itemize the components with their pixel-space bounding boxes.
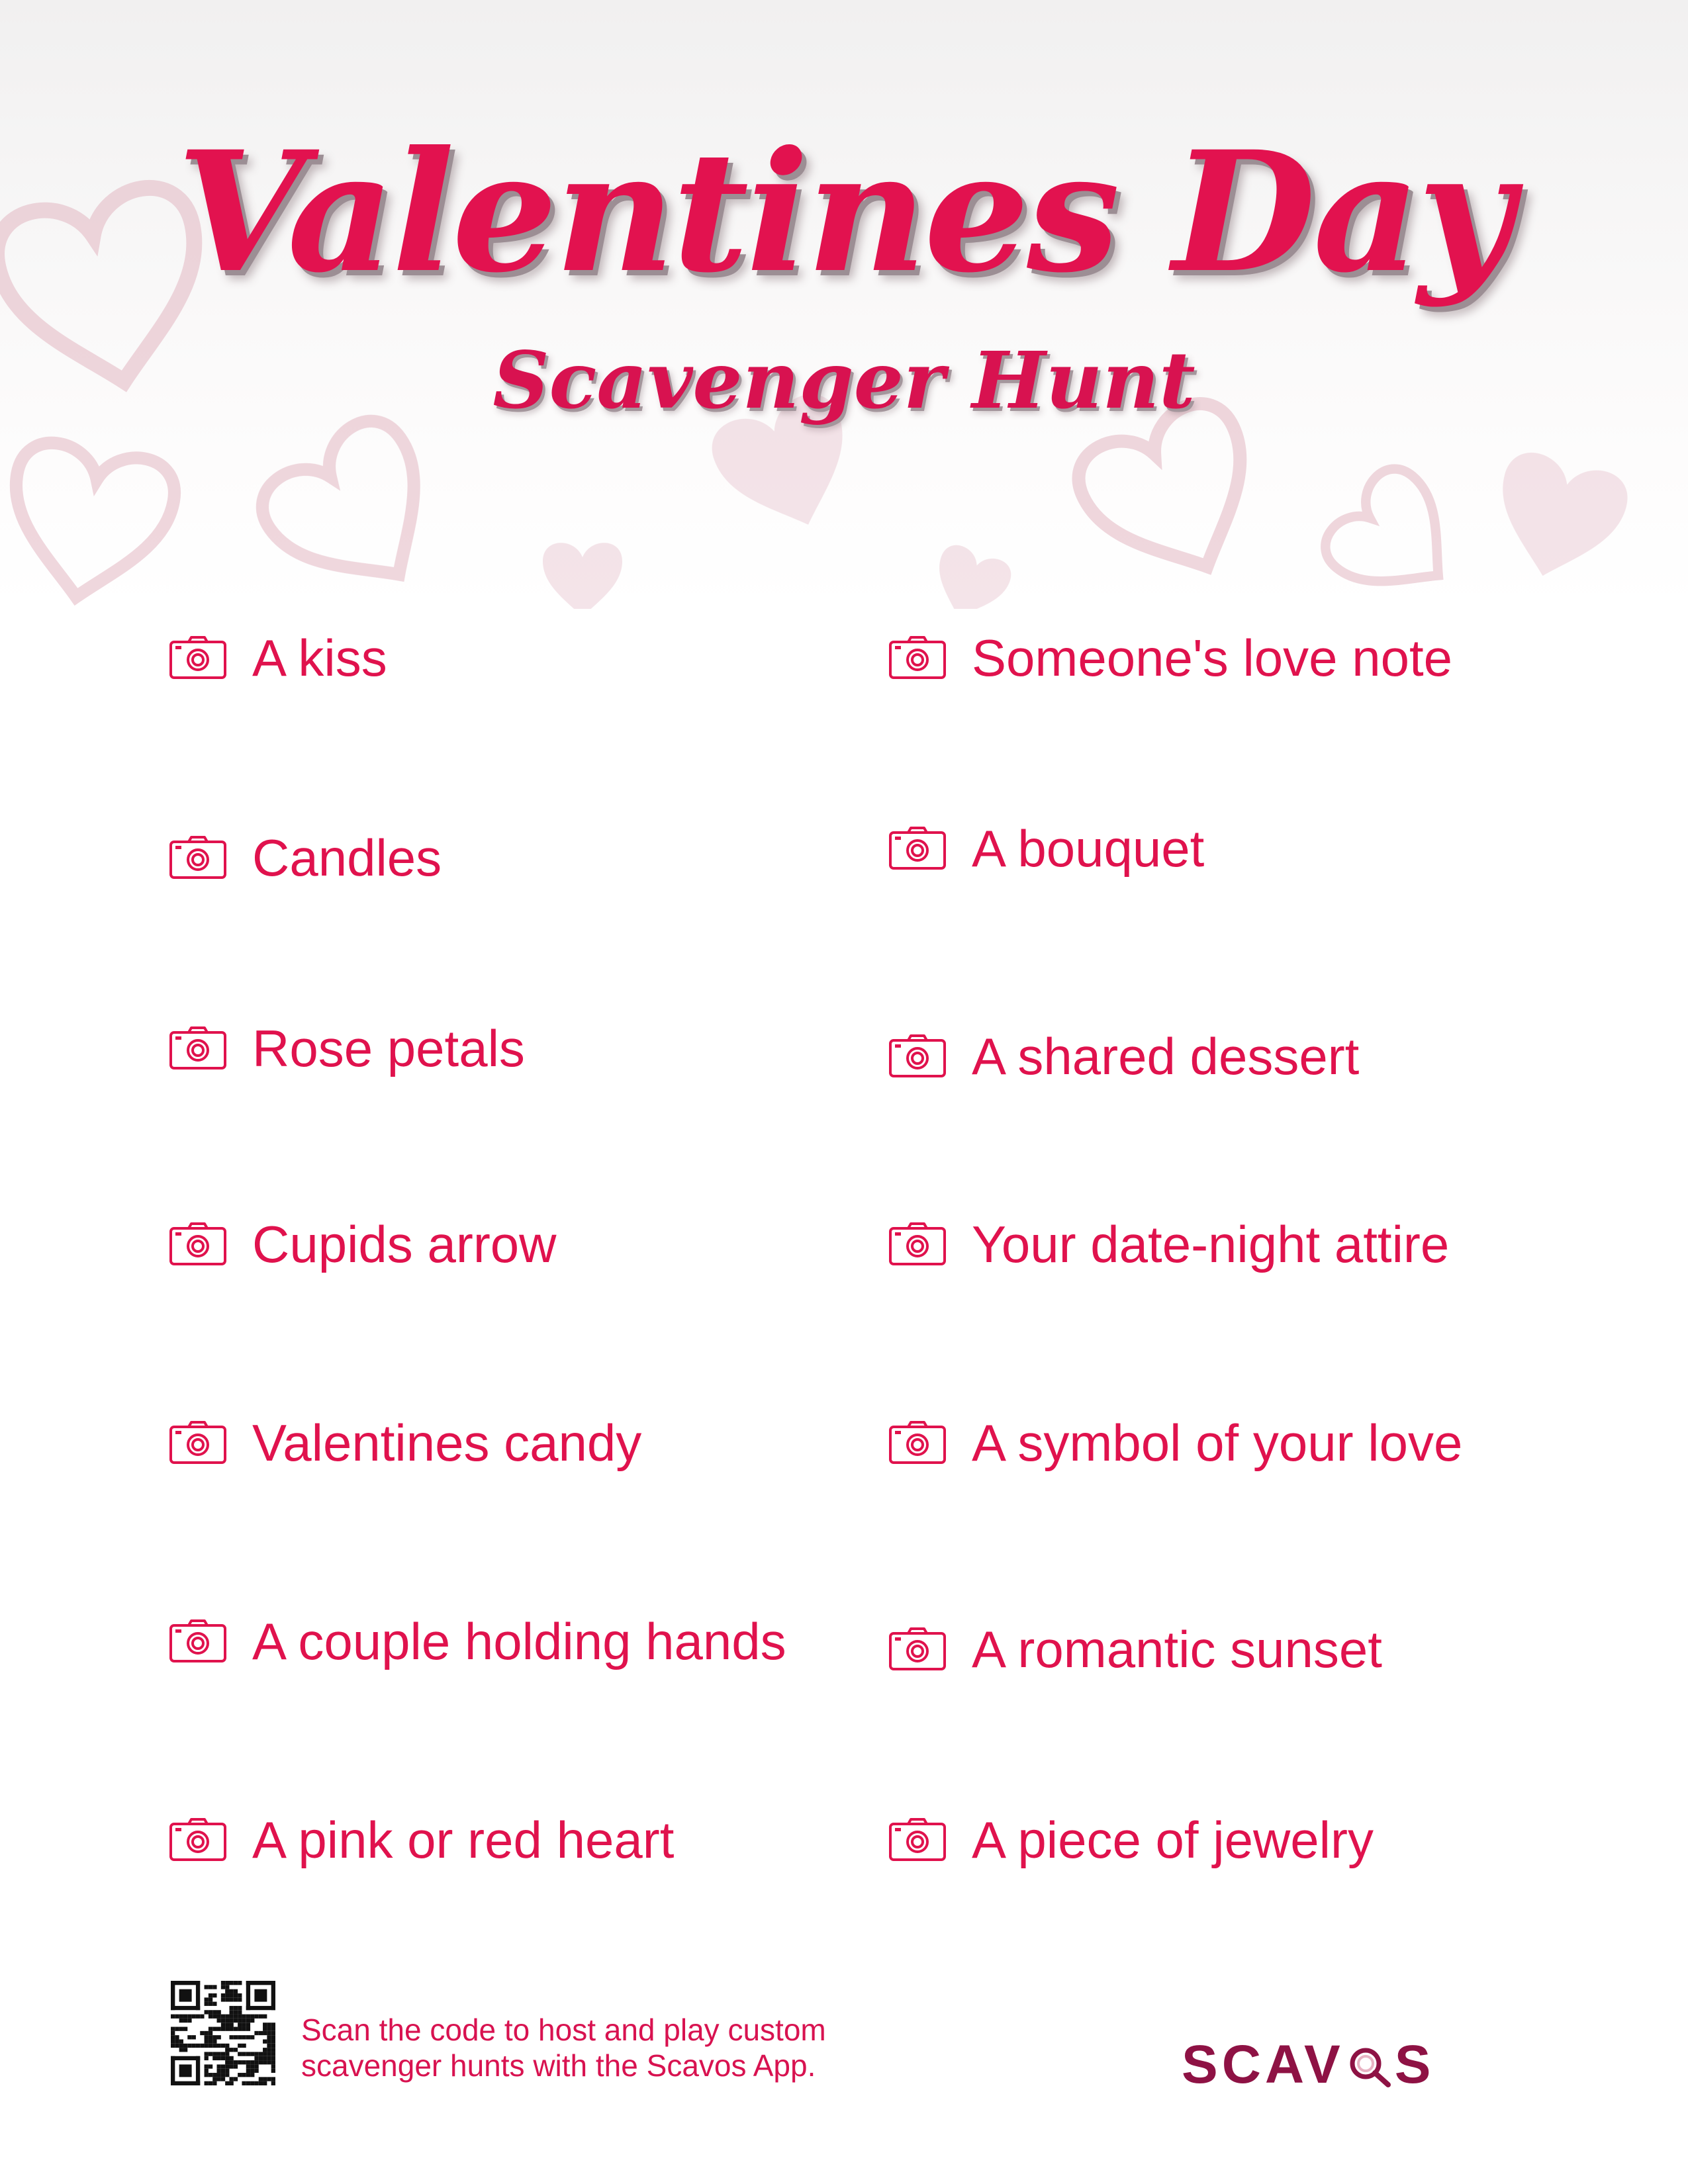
heart-filled-icon — [543, 543, 622, 609]
checklist-item-label: A bouquet — [972, 819, 1205, 878]
checklist-item-label: A shared dessert — [972, 1026, 1360, 1085]
camera-icon — [169, 1026, 227, 1070]
checklist-item — [888, 809, 1204, 888]
page-subtitle: Scavenger Hunt — [492, 334, 1196, 426]
camera-icon — [888, 1034, 947, 1078]
heart-outline-icon — [0, 437, 180, 609]
camera-icon — [888, 1421, 947, 1465]
heart-outline-icon — [249, 408, 464, 609]
page-title: Valentines Day — [177, 114, 1511, 309]
checklist-item — [169, 1205, 557, 1284]
checklist-item — [888, 1610, 1382, 1689]
checklist-item — [169, 818, 442, 897]
checklist-item-label: A piece of jewelry — [972, 1810, 1374, 1869]
checklist-item — [169, 1602, 786, 1681]
heart-outline-icon — [1315, 459, 1476, 609]
checklist-item — [888, 1205, 1449, 1284]
checklist-item-label: Valentines candy — [252, 1413, 642, 1472]
checklist-item — [888, 618, 1452, 698]
camera-icon — [888, 636, 947, 680]
checklist-item-label: A kiss — [252, 628, 387, 687]
checklist-item-label: Your date-night attire — [972, 1214, 1450, 1273]
heart-filled-icon — [924, 541, 1015, 609]
checklist-item — [169, 1009, 525, 1088]
camera-icon — [169, 1818, 227, 1862]
checklist-item-label: A couple holding hands — [252, 1612, 786, 1670]
checklist-item-label: A romantic sunset — [972, 1619, 1382, 1678]
checklist-item — [888, 1800, 1374, 1880]
checklist-item-label: Rose petals — [252, 1019, 525, 1077]
checklist-item-label: Cupids arrow — [252, 1214, 557, 1273]
camera-icon — [888, 827, 947, 870]
checklist-item-label: Someone's love note — [972, 628, 1453, 687]
heart-filled-icon — [1482, 447, 1634, 592]
camera-icon — [169, 1619, 227, 1663]
camera-icon — [169, 1222, 227, 1266]
camera-icon — [888, 1627, 947, 1671]
checklist-item-label: A pink or red heart — [252, 1810, 675, 1869]
checklist-item — [888, 1017, 1359, 1096]
checklist-item-label: A symbol of your love — [972, 1413, 1463, 1472]
brand-logo — [1182, 2032, 1434, 2098]
checklist-item — [169, 1800, 674, 1880]
brand-text-end: S — [1394, 2034, 1435, 2095]
footer-text — [301, 2012, 937, 2083]
camera-icon — [169, 836, 227, 880]
magnifier-o-icon — [1346, 2041, 1393, 2089]
checklist-item — [169, 1403, 641, 1482]
camera-icon — [888, 1818, 947, 1862]
checklist-item — [169, 618, 387, 698]
checklist-item-label: Candles — [252, 828, 442, 887]
camera-icon — [888, 1222, 947, 1266]
camera-icon — [169, 1421, 227, 1465]
footer-line-1: Scan the code to host and play custom — [301, 2013, 826, 2047]
checklist-item — [888, 1403, 1462, 1482]
qr-code-icon — [171, 1981, 275, 2085]
camera-icon — [169, 636, 227, 680]
brand-text-start: SCAV — [1182, 2034, 1344, 2095]
footer-line-2: scavenger hunts with the Scavos App. — [301, 2048, 816, 2083]
